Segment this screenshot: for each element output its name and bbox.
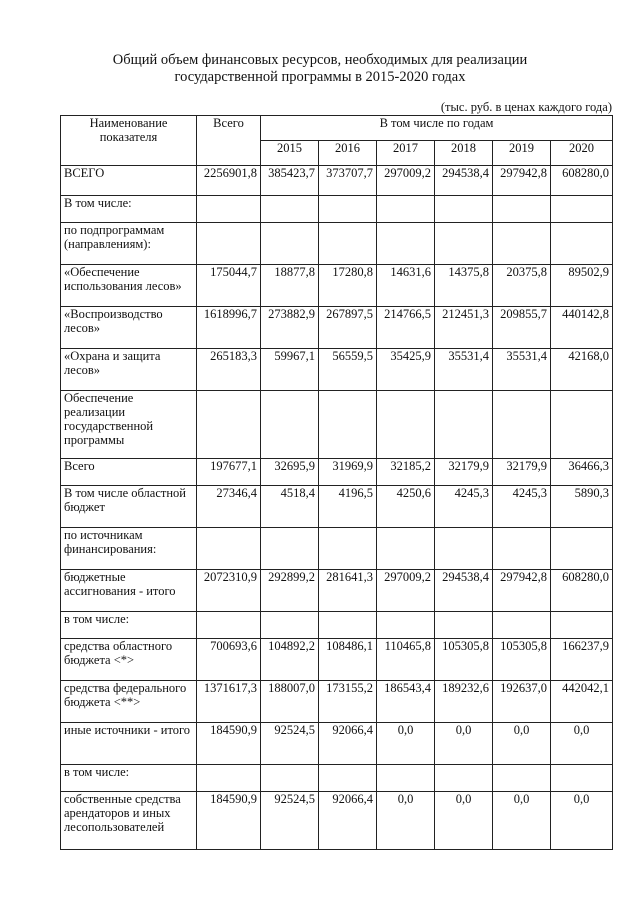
cell-year-value xyxy=(551,528,613,570)
cell-year-value: 32179,9 xyxy=(435,459,493,486)
cell-year-value: 0,0 xyxy=(377,792,435,850)
cell-total xyxy=(197,391,261,459)
row-label: средства федерального бюджета <**> xyxy=(61,681,197,723)
document-title xyxy=(0,52,640,86)
cell-year-value xyxy=(261,391,319,459)
cell-year-value: 4245,3 xyxy=(435,486,493,528)
cell-year-value xyxy=(377,765,435,792)
cell-year-value: 273882,9 xyxy=(261,307,319,349)
cell-total: 27346,4 xyxy=(197,486,261,528)
cell-year-value: 0,0 xyxy=(493,792,551,850)
row-label: бюджетные ассигнования - итого xyxy=(61,570,197,612)
cell-year-value xyxy=(551,223,613,265)
cell-year-value: 42168,0 xyxy=(551,349,613,391)
cell-total: 1618996,7 xyxy=(197,307,261,349)
cell-year-value xyxy=(493,223,551,265)
cell-year-value: 18877,8 xyxy=(261,265,319,307)
cell-year-value xyxy=(493,528,551,570)
cell-total xyxy=(197,765,261,792)
title-line-1: Общий объем финансовых ресурсов, необходимых для реализации xyxy=(112,52,528,68)
cell-year-value xyxy=(319,528,377,570)
cell-year-value: 32179,9 xyxy=(493,459,551,486)
cell-year-value xyxy=(435,528,493,570)
table-row xyxy=(61,792,613,850)
row-label: средства областного бюджета <*> xyxy=(61,639,197,681)
cell-year-value: 297009,2 xyxy=(377,570,435,612)
cell-year-value xyxy=(319,612,377,639)
row-label: В том числе: xyxy=(61,196,197,223)
cell-year-value xyxy=(435,612,493,639)
cell-year-value: 608280,0 xyxy=(551,570,613,612)
row-label: по источникам финансирования: xyxy=(61,528,197,570)
table-row xyxy=(61,639,613,681)
cell-year-value: 92524,5 xyxy=(261,723,319,765)
cell-year-value xyxy=(319,765,377,792)
header-year: 2016 xyxy=(319,141,377,166)
cell-total: 175044,7 xyxy=(197,265,261,307)
row-label: в том числе: xyxy=(61,765,197,792)
cell-year-value: 294538,4 xyxy=(435,570,493,612)
table-row xyxy=(61,391,613,459)
row-label: Всего xyxy=(61,459,197,486)
cell-year-value: 4245,3 xyxy=(493,486,551,528)
title-line-2: государственной программы в 2015-2020 годах xyxy=(174,69,466,85)
cell-year-value: 385423,7 xyxy=(261,166,319,196)
cell-year-value xyxy=(493,196,551,223)
cell-year-value xyxy=(493,765,551,792)
cell-year-value xyxy=(261,223,319,265)
cell-year-value: 17280,8 xyxy=(319,265,377,307)
cell-total: 2256901,8 xyxy=(197,166,261,196)
table-row xyxy=(61,486,613,528)
row-label: по подпрограммам (направлениям): xyxy=(61,223,197,265)
cell-year-value: 294538,4 xyxy=(435,166,493,196)
table-row xyxy=(61,166,613,196)
cell-year-value: 4196,5 xyxy=(319,486,377,528)
cell-total xyxy=(197,612,261,639)
header-year: 2015 xyxy=(261,141,319,166)
cell-year-value xyxy=(435,765,493,792)
cell-year-value xyxy=(261,765,319,792)
cell-year-value: 104892,2 xyxy=(261,639,319,681)
row-label: иные источники - итого xyxy=(61,723,197,765)
cell-year-value: 373707,7 xyxy=(319,166,377,196)
cell-year-value: 166237,9 xyxy=(551,639,613,681)
cell-year-value: 292899,2 xyxy=(261,570,319,612)
row-label: собственные средства арендаторов и иных лесопользователей xyxy=(61,792,197,850)
cell-year-value: 189232,6 xyxy=(435,681,493,723)
cell-year-value xyxy=(377,528,435,570)
cell-year-value xyxy=(435,391,493,459)
row-label: Обеспечение реализации государственной программы xyxy=(61,391,197,459)
header-name: Наименование показателя xyxy=(61,116,197,166)
row-label: «Воспроизводство лесов» xyxy=(61,307,197,349)
table-row xyxy=(61,681,613,723)
cell-year-value: 0,0 xyxy=(493,723,551,765)
cell-year-value: 214766,5 xyxy=(377,307,435,349)
cell-total: 197677,1 xyxy=(197,459,261,486)
cell-year-value xyxy=(319,391,377,459)
cell-year-value xyxy=(377,612,435,639)
cell-year-value: 110465,8 xyxy=(377,639,435,681)
cell-year-value: 14631,6 xyxy=(377,265,435,307)
cell-year-value xyxy=(551,391,613,459)
cell-year-value: 0,0 xyxy=(551,723,613,765)
cell-year-value: 297942,8 xyxy=(493,166,551,196)
cell-year-value: 36466,3 xyxy=(551,459,613,486)
cell-total: 265183,3 xyxy=(197,349,261,391)
cell-year-value xyxy=(261,612,319,639)
table-row xyxy=(61,265,613,307)
cell-year-value xyxy=(261,196,319,223)
cell-year-value: 0,0 xyxy=(435,723,493,765)
cell-year-value: 297009,2 xyxy=(377,166,435,196)
header-total: Всего xyxy=(197,116,261,166)
cell-year-value: 105305,8 xyxy=(435,639,493,681)
finance-table xyxy=(60,115,613,850)
cell-year-value: 108486,1 xyxy=(319,639,377,681)
table-row xyxy=(61,765,613,792)
cell-year-value xyxy=(435,196,493,223)
cell-year-value: 0,0 xyxy=(377,723,435,765)
cell-total: 1371617,3 xyxy=(197,681,261,723)
cell-year-value xyxy=(319,223,377,265)
cell-year-value xyxy=(435,223,493,265)
cell-total: 184590,9 xyxy=(197,723,261,765)
cell-year-value xyxy=(377,223,435,265)
cell-year-value xyxy=(377,391,435,459)
cell-total xyxy=(197,223,261,265)
cell-year-value: 105305,8 xyxy=(493,639,551,681)
cell-year-value: 31969,9 xyxy=(319,459,377,486)
cell-year-value xyxy=(319,196,377,223)
cell-year-value: 267897,5 xyxy=(319,307,377,349)
table-row xyxy=(61,612,613,639)
table-row xyxy=(61,528,613,570)
table-row xyxy=(61,570,613,612)
cell-year-value: 608280,0 xyxy=(551,166,613,196)
header-year: 2017 xyxy=(377,141,435,166)
cell-year-value: 442042,1 xyxy=(551,681,613,723)
cell-year-value xyxy=(551,612,613,639)
cell-year-value: 188007,0 xyxy=(261,681,319,723)
cell-year-value xyxy=(551,196,613,223)
table-row xyxy=(61,223,613,265)
cell-year-value: 32695,9 xyxy=(261,459,319,486)
cell-year-value: 20375,8 xyxy=(493,265,551,307)
cell-year-value: 0,0 xyxy=(551,792,613,850)
cell-year-value: 35531,4 xyxy=(435,349,493,391)
header-year: 2019 xyxy=(493,141,551,166)
units-note: (тыс. руб. в ценах каждого года) xyxy=(440,100,612,114)
row-label: ВСЕГО xyxy=(61,166,197,196)
cell-year-value: 92066,4 xyxy=(319,792,377,850)
cell-year-value: 173155,2 xyxy=(319,681,377,723)
cell-total xyxy=(197,528,261,570)
cell-year-value: 4518,4 xyxy=(261,486,319,528)
cell-year-value: 186543,4 xyxy=(377,681,435,723)
cell-year-value: 209855,7 xyxy=(493,307,551,349)
cell-year-value: 0,0 xyxy=(435,792,493,850)
cell-year-value xyxy=(493,612,551,639)
row-label: в том числе: xyxy=(61,612,197,639)
row-label: «Обеспечение использования лесов» xyxy=(61,265,197,307)
cell-year-value: 56559,5 xyxy=(319,349,377,391)
cell-year-value: 32185,2 xyxy=(377,459,435,486)
cell-year-value: 14375,8 xyxy=(435,265,493,307)
cell-year-value: 281641,3 xyxy=(319,570,377,612)
table-row xyxy=(61,307,613,349)
cell-year-value xyxy=(261,528,319,570)
header-by-years: В том числе по годам xyxy=(261,116,613,141)
table-row xyxy=(61,196,613,223)
table-row xyxy=(61,459,613,486)
cell-year-value: 4250,6 xyxy=(377,486,435,528)
cell-year-value: 192637,0 xyxy=(493,681,551,723)
cell-total: 700693,6 xyxy=(197,639,261,681)
cell-year-value: 59967,1 xyxy=(261,349,319,391)
header-year: 2018 xyxy=(435,141,493,166)
cell-year-value: 440142,8 xyxy=(551,307,613,349)
row-label: «Охрана и защита лесов» xyxy=(61,349,197,391)
cell-year-value: 297942,8 xyxy=(493,570,551,612)
row-label: В том числе областной бюджет xyxy=(61,486,197,528)
table-body xyxy=(61,166,613,850)
cell-total xyxy=(197,196,261,223)
cell-total: 2072310,9 xyxy=(197,570,261,612)
table-row xyxy=(61,723,613,765)
cell-total: 184590,9 xyxy=(197,792,261,850)
cell-year-value: 92066,4 xyxy=(319,723,377,765)
header-year: 2020 xyxy=(551,141,613,166)
table-row xyxy=(61,349,613,391)
cell-year-value: 5890,3 xyxy=(551,486,613,528)
cell-year-value: 35425,9 xyxy=(377,349,435,391)
cell-year-value: 89502,9 xyxy=(551,265,613,307)
cell-year-value xyxy=(493,391,551,459)
cell-year-value: 92524,5 xyxy=(261,792,319,850)
cell-year-value xyxy=(551,765,613,792)
cell-year-value: 35531,4 xyxy=(493,349,551,391)
cell-year-value: 212451,3 xyxy=(435,307,493,349)
cell-year-value xyxy=(377,196,435,223)
